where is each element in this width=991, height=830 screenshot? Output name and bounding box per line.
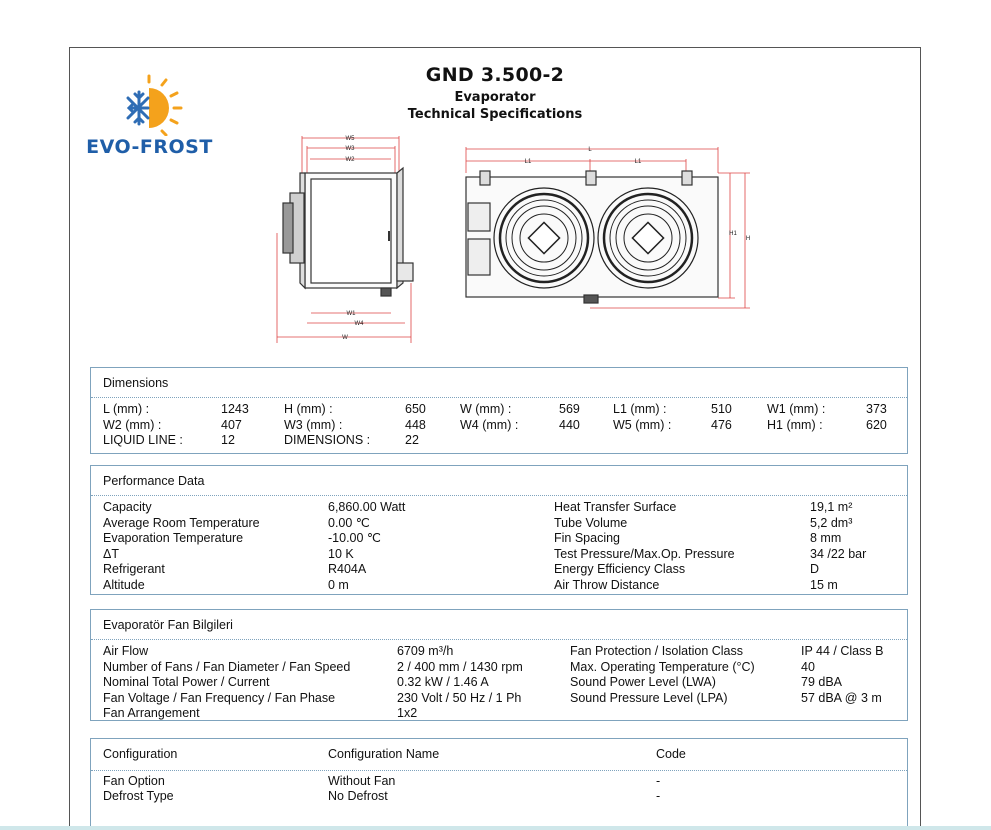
dimension-value: 510 bbox=[711, 402, 732, 416]
performance-label: Capacity bbox=[103, 500, 152, 514]
performance-value: -10.00 ℃ bbox=[328, 531, 381, 546]
page-subtitle: Evaporator bbox=[454, 90, 536, 105]
performance-value: 19,1 m² bbox=[810, 500, 853, 514]
performance-label: Heat Transfer Surface bbox=[554, 500, 677, 514]
dimensions-title: Dimensions bbox=[91, 368, 907, 398]
dim-label-l: L bbox=[588, 147, 592, 153]
dim-label-w: W bbox=[342, 335, 348, 341]
dimension-label: H1 (mm) : bbox=[767, 417, 823, 432]
dimension-value: 407 bbox=[221, 417, 242, 432]
config-code: - bbox=[656, 789, 661, 803]
performance-value: 15 m bbox=[810, 578, 838, 592]
fan-value: IP 44 / Class B bbox=[801, 644, 884, 658]
dimension-label: LIQUID LINE : bbox=[103, 433, 183, 447]
dimension-value: 12 bbox=[221, 433, 235, 447]
fan-title: Evaporatör Fan Bilgileri bbox=[91, 610, 907, 640]
logo-text: EVO-FROST bbox=[86, 136, 213, 158]
fan-value: 57 dBA @ 3 m bbox=[801, 690, 882, 705]
dim-label-h1: H1 bbox=[729, 231, 737, 237]
fan-label: Fan Arrangement bbox=[103, 706, 200, 721]
performance-label: Tube Volume bbox=[554, 515, 628, 530]
fan-label: Fan Voltage / Fan Frequency / Fan Phase bbox=[103, 690, 336, 705]
front-view-drawing bbox=[460, 143, 760, 322]
performance-title: Performance Data bbox=[91, 466, 907, 496]
dimension-value: 476 bbox=[711, 417, 732, 432]
dim-label-h: H bbox=[745, 236, 751, 242]
bottom-border bbox=[0, 826, 991, 830]
page-title: GND 3.500-2 bbox=[425, 64, 565, 86]
performance-value: 0 m bbox=[328, 578, 349, 592]
side-view-drawing bbox=[275, 133, 425, 352]
performance-label: ΔT bbox=[103, 546, 119, 561]
dimension-label: L1 (mm) : bbox=[613, 402, 667, 416]
performance-value: 34 /22 bar bbox=[810, 546, 867, 561]
page-subtitle-2: Technical Specifications bbox=[407, 107, 583, 122]
dimension-label: DIMENSIONS : bbox=[284, 433, 371, 447]
performance-value: 5,2 dm³ bbox=[810, 515, 853, 530]
performance-value: 8 mm bbox=[810, 531, 842, 546]
dimension-value: 650 bbox=[405, 402, 426, 416]
dimension-label: W5 (mm) : bbox=[613, 417, 672, 432]
dim-label-w1: W1 bbox=[346, 311, 356, 317]
dimension-label: W1 (mm) : bbox=[767, 402, 826, 416]
config-name: No Defrost bbox=[328, 789, 388, 803]
dim-label-w4: W4 bbox=[354, 321, 364, 327]
fan-value: 230 Volt / 50 Hz / 1 Ph bbox=[397, 690, 522, 705]
config-header-code: Code bbox=[656, 747, 686, 761]
performance-label: Average Room Temperature bbox=[103, 515, 260, 530]
performance-label: Test Pressure/Max.Op. Pressure bbox=[554, 546, 735, 561]
dim-label-w3: W3 bbox=[345, 146, 355, 152]
fan-label: Number of Fans / Fan Diameter / Fan Speed bbox=[103, 659, 351, 674]
performance-value: 6,860.00 Watt bbox=[328, 500, 406, 514]
dimension-label: W2 (mm) : bbox=[103, 417, 162, 432]
performance-label: Altitude bbox=[103, 578, 145, 592]
config-option: Defrost Type bbox=[103, 789, 174, 803]
fan-label: Sound Pressure Level (LPA) bbox=[570, 690, 728, 705]
dim-label-l1-a: L1 bbox=[524, 159, 532, 165]
dimension-label: L (mm) : bbox=[103, 402, 150, 416]
fan-label: Max. Operating Temperature (°C) bbox=[570, 659, 755, 674]
fan-value: 0.32 kW / 1.46 A bbox=[397, 675, 489, 690]
fan-value: 79 dBA bbox=[801, 675, 843, 690]
config-header-configuration: Configuration bbox=[103, 747, 178, 761]
dimension-value: 448 bbox=[405, 417, 426, 432]
performance-value: D bbox=[810, 562, 820, 577]
dimensions-panel bbox=[90, 367, 908, 454]
dimension-label: W3 (mm) : bbox=[284, 417, 343, 432]
dimension-label: W4 (mm) : bbox=[460, 417, 519, 432]
config-code: - bbox=[656, 774, 661, 788]
fan-value: 40 bbox=[801, 659, 815, 674]
performance-label: Fin Spacing bbox=[554, 531, 621, 546]
config-header-name: Configuration Name bbox=[328, 747, 440, 761]
dimension-label: W (mm) : bbox=[460, 402, 512, 416]
dim-label-w2: W2 bbox=[345, 157, 355, 163]
configuration-panel bbox=[90, 738, 908, 828]
dimension-value: 440 bbox=[559, 417, 580, 432]
performance-value: 10 K bbox=[328, 546, 354, 561]
performance-value: 0.00 ℃ bbox=[328, 515, 370, 530]
dimension-value: 569 bbox=[559, 402, 580, 416]
title-block bbox=[70, 64, 920, 122]
performance-label: Air Throw Distance bbox=[554, 578, 660, 592]
fan-label: Sound Power Level (LWA) bbox=[570, 675, 716, 690]
fan-value: 1x2 bbox=[397, 706, 418, 721]
dim-label-w5: W5 bbox=[345, 136, 355, 142]
config-option: Fan Option bbox=[103, 774, 165, 788]
configuration-header-row bbox=[91, 739, 907, 771]
dimension-value: 22 bbox=[405, 433, 419, 447]
dimension-value: 1243 bbox=[221, 402, 249, 416]
performance-label: Evaporation Temperature bbox=[103, 531, 244, 546]
performance-value: R404A bbox=[328, 562, 367, 577]
performance-label: Energy Efficiency Class bbox=[554, 562, 686, 577]
spec-sheet bbox=[69, 47, 921, 830]
config-name: Without Fan bbox=[328, 774, 396, 788]
fan-label: Air Flow bbox=[103, 644, 149, 658]
dim-label-l1-b: L1 bbox=[634, 159, 642, 165]
dimension-value: 373 bbox=[866, 402, 887, 416]
dimension-label: H (mm) : bbox=[284, 402, 333, 416]
fan-panel bbox=[90, 609, 908, 721]
performance-label: Refrigerant bbox=[103, 562, 165, 577]
performance-panel bbox=[90, 465, 908, 595]
fan-label: Nominal Total Power / Current bbox=[103, 675, 270, 690]
fan-value: 6709 m³/h bbox=[397, 644, 454, 658]
fan-label: Fan Protection / Isolation Class bbox=[570, 644, 743, 658]
dimension-value: 620 bbox=[866, 417, 887, 432]
fan-value: 2 / 400 mm / 1430 rpm bbox=[397, 659, 523, 674]
